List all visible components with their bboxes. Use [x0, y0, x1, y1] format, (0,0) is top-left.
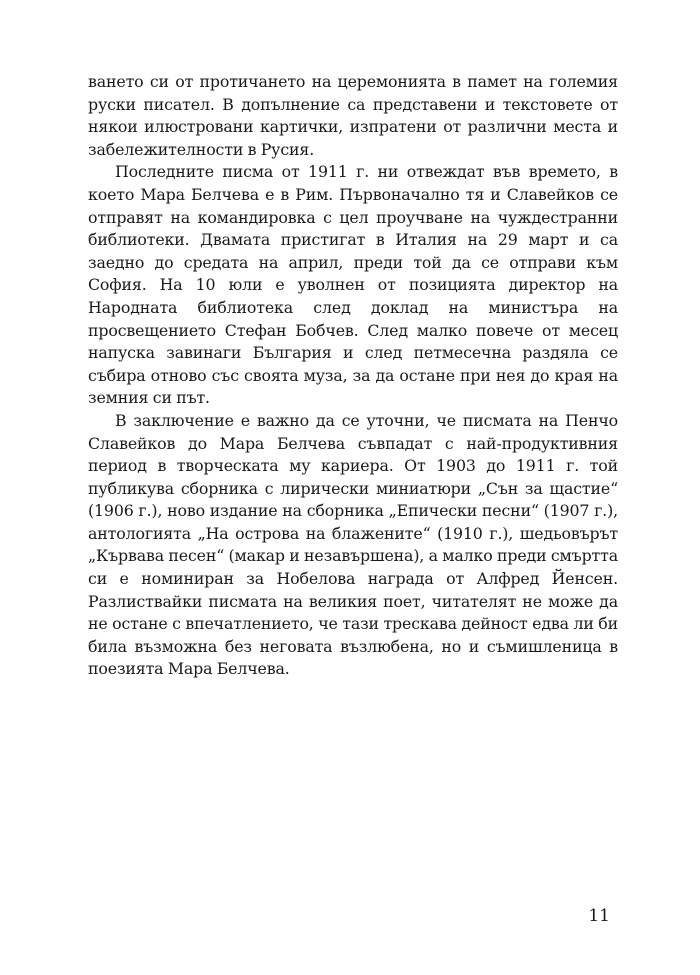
- paragraph-continuation: ването си от протичането на церемонията в памет на големия руски писател. В допълнение са представени и текстовете от някои илюстровани картички, изпратени от различни места и забележителности в Русия.: [88, 72, 618, 159]
- paragraph-conclusion: В заключение е важно да се уточни, че писмата на Пенчо Славейков до Мара Белчева съвпадат с най-продуктивния период в творческата му кариера. От 1903 до 1911 г. той публикува сборника с лирически миниатюри „Сън за щастие“ (1906 г.), ново издание на сборника „Епически песни“ (1907 г.), антологията „На острова на блажените“ (1910 г.), шедьовърът „Кървава песен“ (макар и незавършена), а малко преди смъртта си е номиниран за Нобелова награда от Алфред Йенсен. Разлиствайки писмата на великия поет, читателят не може да не остане с впечатлението, че тази трескава дейност едва ли би била възможна без неговата възлюбена, но и съмишленица в поезията Мара Белчева.: [88, 410, 618, 679]
- page-number: 11: [588, 906, 610, 926]
- body-text: [88, 71, 618, 681]
- paragraph-rome-letters: Последните писма от 1911 г. ни отвеждат във времето, в което Мара Белчева е в Рим. Първоначално тя и Славейков се отправят на командировка с цел проучване на чуждестранни библиотеки. Двамата пристигат в Италия на 29 март и са заедно до средата на април, преди той да се отправи към София. На 10 юли е уволнен от позицията директор на Народната библиотека след доклад на министъра на просвещението Стефан Бобчев. След малко повече от месец напуска завинаги България и след петмесечна раздяла се събира отново със своята муза, за да остане при нея до края на земния си път.: [88, 162, 618, 408]
